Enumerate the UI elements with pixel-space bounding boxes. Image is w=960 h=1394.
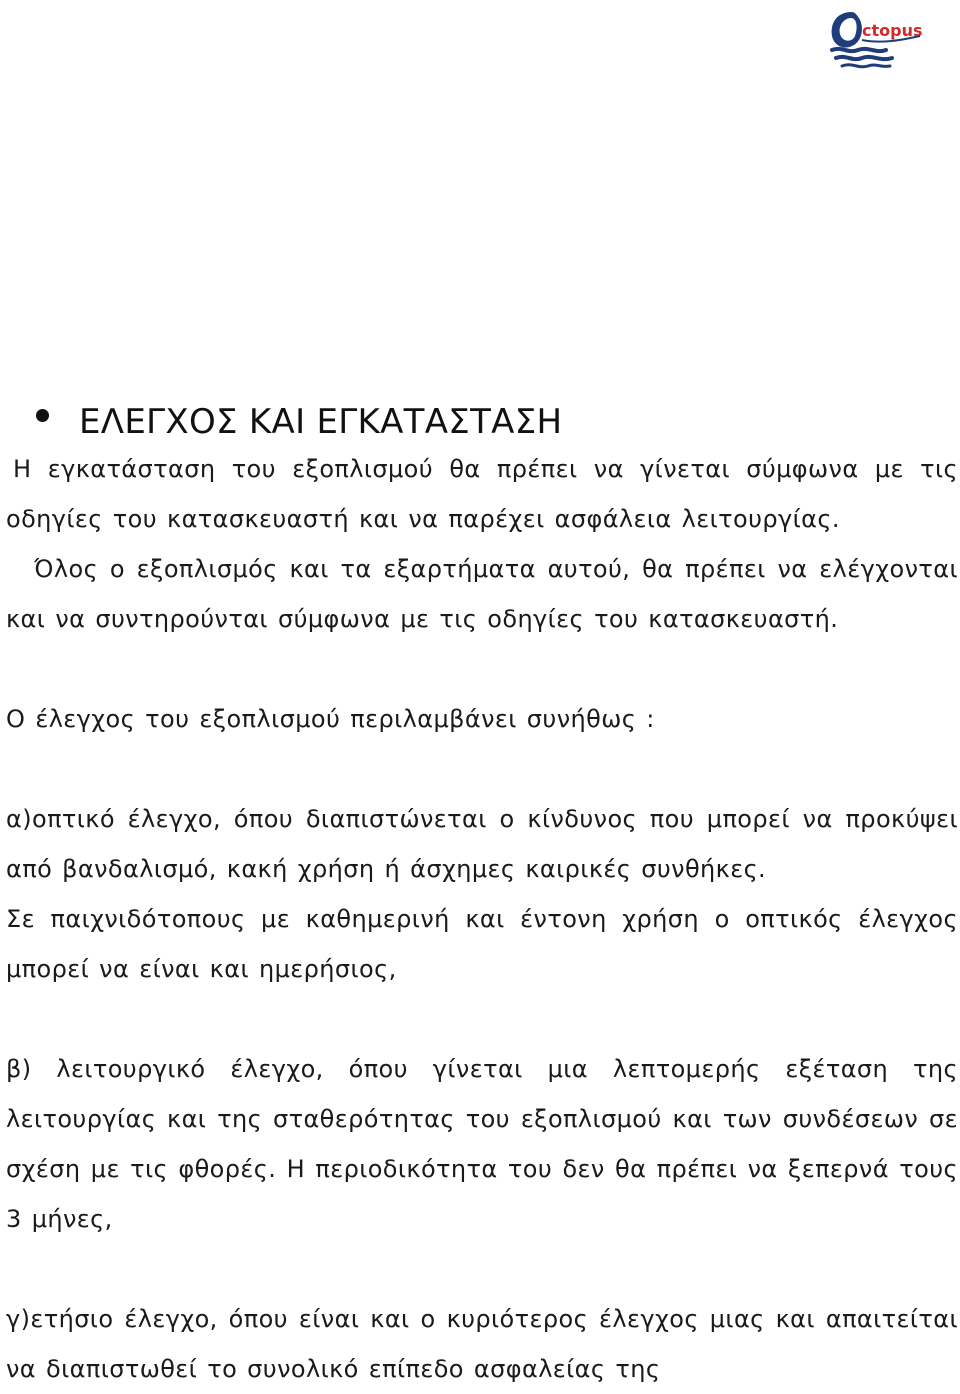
paragraph-installation: Η εγκατάσταση του εξοπλισμού θα πρέπει να γίνεται σύμφωνα με τις οδηγίες του κατασκευαστή και να παρέχει ασφάλεια λειτουργίας.: [6, 455, 958, 533]
section-heading: ΕΛΕΓΧΟΣ ΚΑΙ ΕΓΚΑΤΑΣΤΑΣΗ: [79, 402, 563, 442]
paragraph-maintenance: Όλος ο εξοπλισμός και τα εξαρτήματα αυτού, θα πρέπει να ελέγχονται και να συντηρούνται σύμφωνα με τις οδηγίες του κατασκευαστή.: [6, 555, 958, 633]
paragraph-visual-inspection: α)οπτικό έλεγχο, όπου διαπιστώνεται ο κίνδυνος που μπορεί να προκύψει από βανδαλισμό, κακή χρήση ή άσχημες καιρικές συνθήκες.: [6, 805, 958, 883]
paragraph-annual-inspection: γ)ετήσιο έλεγχο, όπου είναι και ο κυριότερος έλεγχος μιας και απαιτείται να διαπιστωθεί το συνολικό επίπεδο ασφαλείας της: [6, 1305, 958, 1383]
section-heading-row: [36, 398, 562, 446]
paragraph-inspection-intro: Ο έλεγχος του εξοπλισμού περιλαμβάνει συνήθως :: [6, 705, 655, 733]
octopus-logo: [822, 6, 928, 72]
paragraph-functional-inspection: β) λειτουργικό έλεγχο, όπου γίνεται μια λεπτομερής εξέταση της λειτουργίας και της σταθερότητας του εξοπλισμού και των συνδέσεων σε σχέση με τις φθορές. Η περιοδικότητα του δεν θα πρέπει να ξεπερνά τους 3 μήνες,: [6, 1055, 958, 1233]
svg-text:ctopus: ctopus: [862, 21, 923, 40]
bullet-icon: [36, 409, 49, 422]
paragraph-daily-inspection: Σε παιχνιδότοπους με καθημερινή και έντονη χρήση ο οπτικός έλεγχος μπορεί να είναι και ημερήσιος,: [6, 905, 958, 983]
octopus-logo-icon: [822, 6, 928, 72]
